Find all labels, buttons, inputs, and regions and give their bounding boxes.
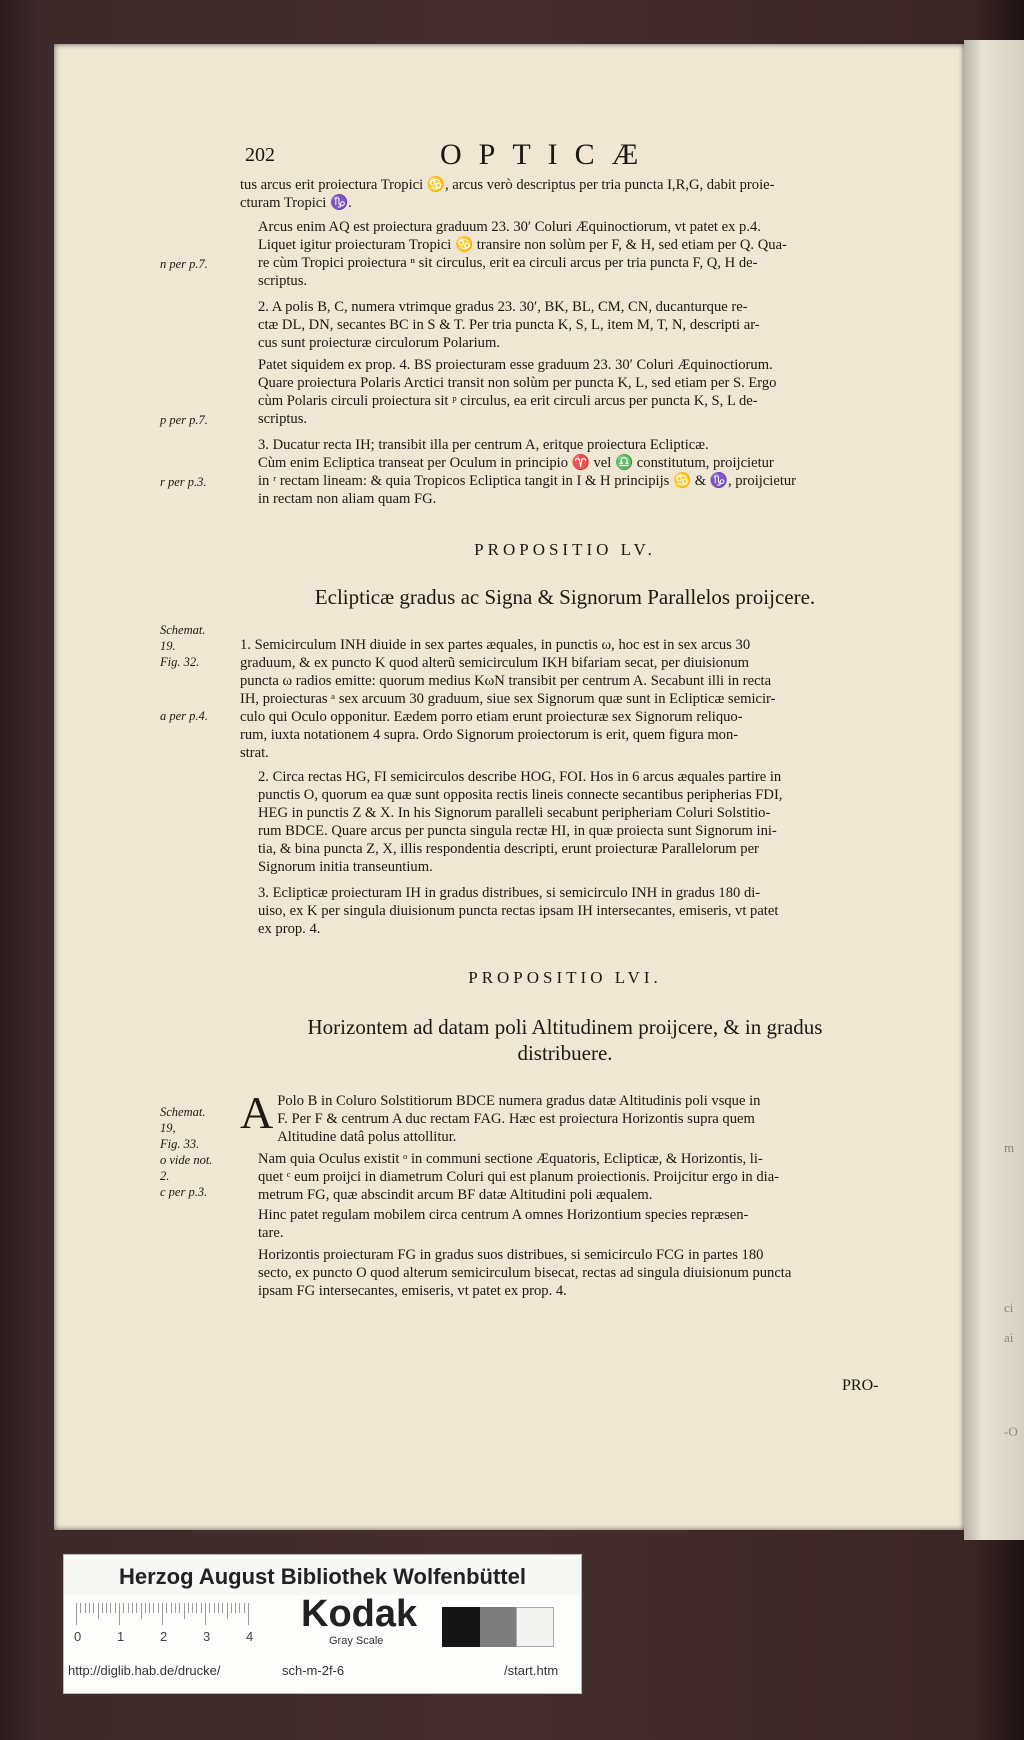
ruler-tick (192, 1603, 193, 1613)
margin-note-schema: Schemat. 19, Fig. 33. o vide not. 2. c per p.3. (160, 1105, 213, 1199)
margin-note: p per p.7. (160, 413, 208, 427)
ruler-tick (166, 1603, 167, 1613)
ruler-tick (141, 1603, 142, 1619)
text-line: HEG in punctis Z & X. In his Signorum paralleli secabunt peripheriam Coluri Solstitio- (258, 805, 771, 821)
text-line: culo qui Oculo opponitur. Eædem porro etiam erunt proiecturæ sex Signorum reliquo- (240, 709, 743, 725)
text-line: Hinc patet regulam mobilem circa centrum A omnes Horizontium species repræsen- (258, 1207, 749, 1223)
ruler-tick (115, 1603, 116, 1613)
ruler-tick (184, 1603, 185, 1619)
text-line: Cùm enim Ecliptica transeat per Oculum in principio ♈ vel ♎ constitutum, proijcietur (258, 455, 774, 471)
text-line: 2. A polis B, C, numera vtrimque gradus 23. 30′, BK, BL, CM, CN, ducanturque re- (258, 299, 748, 315)
ruler-tick (128, 1603, 129, 1613)
text-line: 3. Ducatur recta IH; transibit illa per centrum A, eritque proiectura Eclipticæ. (258, 437, 709, 453)
proposition-heading: PROPOSITIO LVI. (468, 968, 662, 987)
ruler-tick (205, 1603, 206, 1625)
ruler-tick (136, 1603, 137, 1613)
text-line: graduum, & ex puncto K quod alterũ semicirculum IKH bifariam secat, per diuisionum (240, 655, 750, 671)
item-2 (240, 298, 890, 352)
gray-swatches (442, 1607, 554, 1647)
text-line: tia, & bina puncta Z, X, illis respondentia descripti, erunt proiecturæ Parallelorum per (258, 841, 759, 857)
ruler-tick (80, 1603, 81, 1613)
ruler-tick (158, 1603, 159, 1613)
scale-number: 3 (203, 1629, 211, 1644)
ruler-tick (98, 1603, 99, 1619)
ruler-tick (123, 1603, 124, 1613)
text-line: in ʳ rectam lineam: & quia Tropicos Ecliptica tangit in I & H principijs ♋ & ♑, proijcietur (258, 473, 797, 489)
catchword: PRO- (842, 1377, 879, 1394)
drop-cap: A (240, 1087, 274, 1138)
ruler-tick (119, 1603, 120, 1625)
text-line: strat. (240, 745, 269, 761)
margin-note: r per p.3. (160, 475, 207, 489)
text-line: Altitudine datâ polus attollitur. (277, 1129, 457, 1145)
running-head (245, 138, 895, 172)
url-right: /start.htm (504, 1663, 559, 1678)
ruler-tick (93, 1603, 94, 1613)
ruler-tick (106, 1603, 107, 1613)
ruler-tick (132, 1603, 133, 1613)
page-number: 202 (245, 144, 275, 166)
text-line: cturam Tropici ♑. (240, 195, 352, 211)
prop56-paragraph-4 (240, 1246, 890, 1300)
ruler-tick (227, 1603, 228, 1619)
ruler-tick (214, 1603, 215, 1613)
text-line: Nam quia Oculus existit ᵒ in communi sectione Æquatoris, Eclipticæ, & Horizontis, li- (258, 1151, 763, 1167)
item-3 (240, 436, 890, 508)
text-line: puncta ω radios emitte: quorum medius KωN transibit per centrum A. Secabunt illi in recta (240, 673, 772, 689)
text-line: metrum FG, quæ abscindit arcum BF datæ Altitudini poli æqualem. (258, 1187, 653, 1203)
ruler-tick (102, 1603, 103, 1613)
ruler-tick (235, 1603, 236, 1613)
ruler-tick (162, 1603, 163, 1625)
scale-number: 2 (160, 1629, 168, 1644)
text-line: Polo B in Coluro Solstitiorum BDCE numera gradus datæ Altitudinis poli vsque in (277, 1093, 761, 1109)
proposition-title: Horizontem ad datam poli Altitudinem proijcere, & in gradus distribuere. (307, 1015, 823, 1065)
scale-number: 4 (246, 1629, 254, 1644)
text-line: cus sunt proiecturæ circulorum Polarium. (258, 335, 500, 351)
url-mid: sch-m-2f-6 (282, 1663, 345, 1678)
ruler-tick (145, 1603, 146, 1613)
prop56-paragraph-1 (240, 1087, 890, 1146)
ruler-tick (188, 1603, 189, 1613)
text-line: ex prop. 4. (258, 921, 321, 937)
text-line: in rectam non aliam quam FG. (258, 491, 437, 507)
text-line: re cùm Tropici proiectura ⁿ sit circulus, erit ea circuli arcus per tria puncta F, Q, H de- (258, 255, 758, 271)
ruler-tick (149, 1603, 150, 1613)
text-line: F. Per F & centrum A duc rectam FAG. Hæc est proiectura Horizontis supra quem (277, 1111, 755, 1127)
intro-text (240, 176, 890, 212)
prop56-paragraph-2 (240, 1150, 890, 1204)
text-line: tare. (258, 1225, 284, 1241)
swatch-dark (442, 1607, 480, 1647)
text-line: Patet siquidem ex prop. 4. BS proiecturam esse graduum 23. 30′ Coluri Æquinoctiorum. (258, 357, 773, 373)
ruler-tick (89, 1603, 90, 1613)
library-name: Herzog August Bibliothek Wolfenbüttel (64, 1559, 581, 1595)
margin-note: a per p.4. (160, 709, 208, 723)
ruler-tick (209, 1603, 210, 1613)
ruler-tick (179, 1603, 180, 1613)
proposition-title: Eclipticæ gradus ac Signa & Signorum Parallelos proijcere. (314, 585, 816, 609)
text-line: Liquet igitur proiecturam Tropici ♋ transire non solùm per F, & H, sed etiam per Q. Qua- (258, 237, 787, 253)
url-left: http://diglib.hab.de/drucke/ (68, 1663, 221, 1678)
text-line: cùm Polaris circuli proiectura sit ᵖ circulus, ea erit circuli arcus per puncta K, S, L de- (258, 393, 758, 409)
text-line: ipsam FG intersecantes, emiseris, vt patet ex prop. 4. (258, 1283, 567, 1299)
text-line: ctæ DL, DN, secantes BC in S & T. Per tria puncta K, S, L, item M, T, N, descripti ar- (258, 317, 760, 333)
ruler-tick (231, 1603, 232, 1613)
text-line: quet ᶜ eum proijci in diametrum Coluri qui est planum proiectionis. Proijcitur ergo in dia- (258, 1169, 780, 1185)
text-line: punctis O, quorum ea quæ sunt opposita rectis lineis connecte secantibus peripherias FDI, (258, 787, 783, 803)
running-title: OPTICÆ (440, 138, 656, 171)
proposition-heading: PROPOSITIO LV. (474, 540, 656, 559)
text-line: rum BDCE. Quare arcus per puncta singula rectæ HI, in quæ proiecta sunt Signorum ini- (258, 823, 777, 839)
text-line: Horizontis proiecturam FG in gradus suos distribues, si semicirculo FCG in partes 180 (258, 1247, 764, 1263)
ruler-tick (218, 1603, 219, 1613)
ruler-tick (239, 1603, 240, 1613)
scale-number: 1 (117, 1629, 125, 1644)
ruler-tick (85, 1603, 86, 1613)
ruler-tick (196, 1603, 197, 1613)
color-target-card (63, 1554, 582, 1694)
swatch-mid (480, 1607, 516, 1647)
prop56-paragraph-3 (240, 1206, 890, 1242)
text-line: IH, proiecturas ᵃ sex arcuum 30 graduum, siue sex Signorum quæ sunt in Eclipticæ semicir- (240, 691, 776, 707)
text-line: Arcus enim AQ est proiectura graduum 23. 30′ Coluri Æquinoctiorum, vt patet ex p.4. (258, 219, 761, 235)
text-line: scriptus. (258, 411, 308, 427)
paragraph-arcus (240, 218, 890, 290)
text-line: 2. Circa rectas HG, FI semicirculos describe HOG, FOI. Hos in 6 arcus æquales partire in (258, 769, 782, 785)
text-line: tus arcus erit proiectura Tropici ♋, arcus verò descriptus per tria puncta I,R,G, dabit proie- (240, 177, 775, 193)
text-line: Quare proiectura Polaris Arctici transit non solùm per puncta K, L, sed etiam per S. Ergo (258, 375, 777, 391)
text-line: rum, iuxta notationem 4 supra. Ordo Signorum proiectorum is erit, quem figura mon- (240, 727, 739, 743)
text-line: scriptus. (258, 273, 308, 289)
text-line: uiso, ex K per singula diuisionum puncta rectas ipsam IH intersecantes, emiseris, vt patet (258, 903, 779, 919)
text-line: 3. Eclipticæ proiecturam IH in gradus distribues, si semicirculo INH in gradus 180 di- (258, 885, 761, 901)
ruler-tick (171, 1603, 172, 1613)
prop55-item-2 (240, 768, 890, 876)
prop55-item-1 (240, 636, 890, 762)
ruler-tick (244, 1603, 245, 1613)
ruler-tick (76, 1603, 77, 1625)
text-line: Signorum initia transeuntium. (258, 859, 433, 875)
text-line: secto, ex puncto O quod alterum semicirculum bisecat, rectas ad singula diuisionum puncta (258, 1265, 792, 1281)
ruler-tick (175, 1603, 176, 1613)
next-page-edge: m ci ai -O (964, 40, 1024, 1540)
ruler-tick (222, 1603, 223, 1613)
paragraph-patet (240, 356, 890, 428)
ruler-tick (153, 1603, 154, 1613)
margin-note: n per p.7. (160, 257, 208, 271)
text-line: 1. Semicirculum INH diuide in sex partes æquales, in punctis ω, hoc est in sex arcus 30 (240, 637, 751, 653)
ruler-tick (201, 1603, 202, 1613)
ruler-tick (248, 1603, 249, 1625)
scale-label: Gray Scale (329, 1635, 384, 1647)
ruler-tick (110, 1603, 111, 1613)
scale-number: 0 (74, 1629, 82, 1644)
swatch-light (516, 1607, 554, 1647)
prop55-item-3 (240, 884, 890, 938)
margin-note-schema: Schemat. 19. Fig. 32. (160, 623, 206, 669)
brand-logo: Kodak (301, 1593, 418, 1635)
